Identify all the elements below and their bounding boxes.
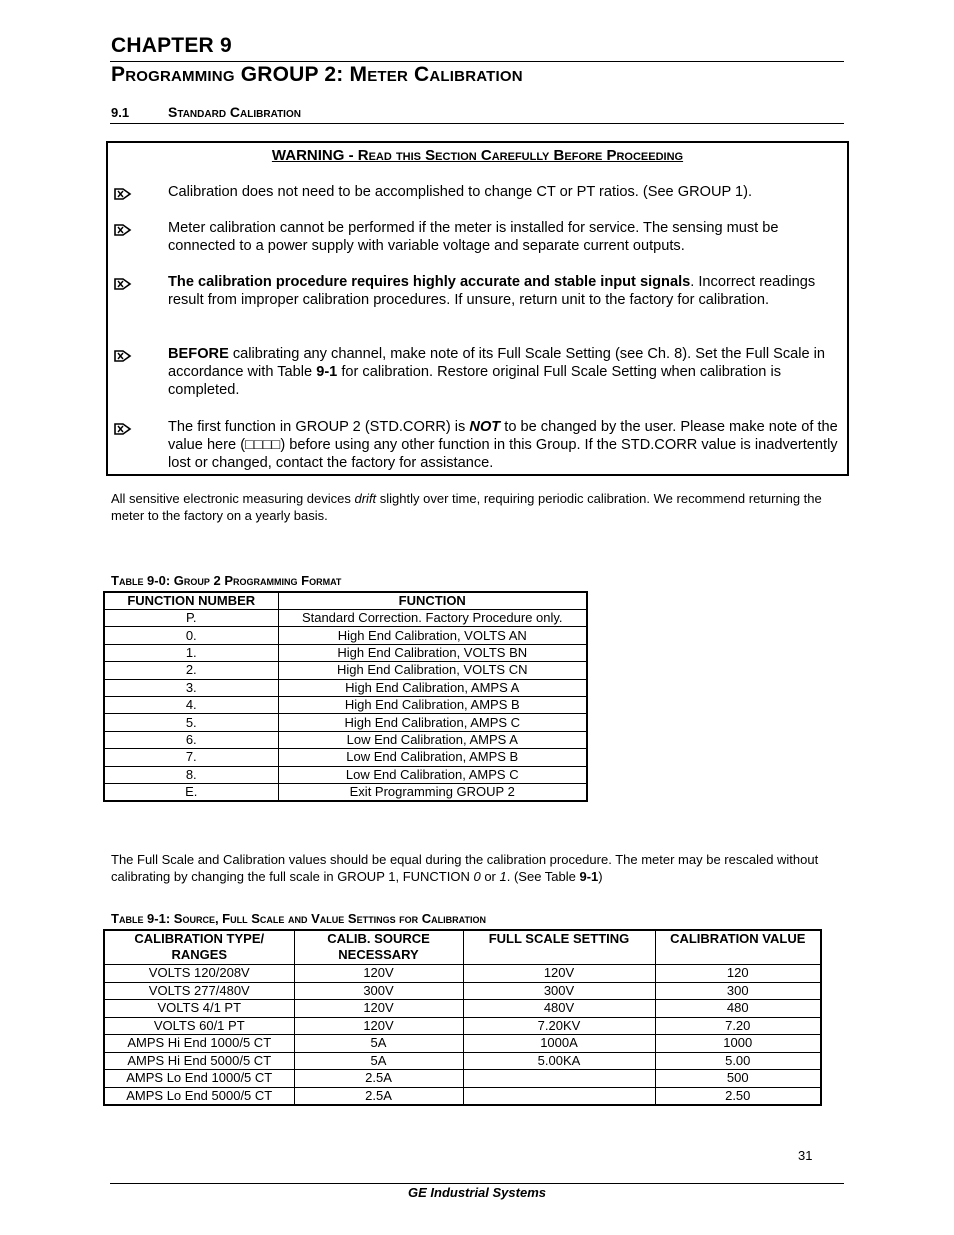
table-cell: Low End Calibration, AMPS C	[278, 766, 587, 783]
table-9-1-caption: Table 9-1: Source, Full Scale and Value Settings for Calibration	[111, 911, 487, 926]
table-cell: 2.5A	[294, 1087, 463, 1105]
table-9-0	[103, 591, 588, 802]
warning-item-3: The calibration procedure requires highly accurate and stable input signals. Incorrect readings result from improper calibration procedures. If unsure, return unit to the factory for calibration.	[168, 274, 816, 309]
table-cell: Low End Calibration, AMPS A	[278, 731, 587, 748]
footer-rule	[110, 1183, 844, 1184]
table-cell: High End Calibration, VOLTS CN	[278, 662, 587, 679]
table-cell: 480V	[463, 1000, 655, 1018]
table-cell: VOLTS 60/1 PT	[104, 1017, 294, 1035]
warning-title: WARNING - Read this Section Carefully Before Proceeding	[271, 147, 684, 164]
table-cell	[463, 1087, 655, 1105]
table-cell: 7.20KV	[463, 1017, 655, 1035]
table-cell: 7.	[104, 749, 278, 766]
warning-box	[106, 141, 849, 476]
value-note-boxes: □□□□	[245, 437, 281, 454]
page-number: 31	[798, 1148, 813, 1163]
table-row	[104, 783, 587, 801]
table-header-row	[104, 592, 587, 610]
warning-item-1: Calibration does not need to be accomplished to change CT or PT ratios. (See GROUP 1).	[168, 184, 753, 200]
table-row	[104, 644, 587, 661]
drift-paragraph: All sensitive electronic measuring devices drift slightly over time, requiring periodic calibration. We recommend returning the meter to the factory on a yearly basis.	[111, 491, 822, 523]
table-row	[104, 1000, 821, 1018]
table-row	[104, 714, 587, 731]
table-cell: AMPS Hi End 1000/5 CT	[104, 1035, 294, 1053]
table-cell: 3.	[104, 679, 278, 696]
column-header: FUNCTION	[278, 592, 587, 610]
table-row	[104, 982, 821, 1000]
column-header: CALIB. SOURCE NECESSARY	[294, 930, 463, 965]
table-cell: High End Calibration, AMPS A	[278, 679, 587, 696]
table-cell: 1000A	[463, 1035, 655, 1053]
pointing-hand-icon	[114, 187, 132, 201]
table-cell: 300V	[294, 982, 463, 1000]
table-row	[104, 679, 587, 696]
table-row	[104, 1087, 821, 1105]
table-cell: AMPS Lo End 1000/5 CT	[104, 1070, 294, 1088]
table-cell: 2.50	[655, 1087, 821, 1105]
column-header: CALIBRATION VALUE	[655, 930, 821, 965]
table-cell: 5A	[294, 1035, 463, 1053]
table-cell: 4.	[104, 696, 278, 713]
table-cell: VOLTS 4/1 PT	[104, 1000, 294, 1018]
fullscale-paragraph: The Full Scale and Calibration values should be equal during the calibration procedure. The meter may be rescaled without calibrating by changing the full scale in GROUP 1, FUNCTION 0 or 1. (See Table 9-1)	[111, 852, 819, 884]
table-cell: E.	[104, 783, 278, 801]
footer-text: GE Industrial Systems	[408, 1185, 546, 1200]
table-row	[104, 1035, 821, 1053]
table-cell: Standard Correction. Factory Procedure only.	[278, 610, 587, 627]
table-row	[104, 731, 587, 748]
table-cell: 5.00KA	[463, 1052, 655, 1070]
table-cell: VOLTS 277/480V	[104, 982, 294, 1000]
pointing-hand-icon	[114, 223, 132, 237]
table-row	[104, 610, 587, 627]
table-header-row	[104, 930, 821, 965]
page-title: Programming GROUP 2: Meter Calibration	[111, 63, 523, 86]
table-cell: High End Calibration, AMPS C	[278, 714, 587, 731]
table-cell: 120V	[294, 1000, 463, 1018]
table-cell: AMPS Lo End 5000/5 CT	[104, 1087, 294, 1105]
table-row	[104, 749, 587, 766]
table-9-0-caption: Table 9-0: Group 2 Programming Format	[111, 573, 342, 588]
chapter-heading: CHAPTER 9	[111, 34, 232, 57]
table-cell: AMPS Hi End 5000/5 CT	[104, 1052, 294, 1070]
table-cell: 6.	[104, 731, 278, 748]
column-header: FUNCTION NUMBER	[104, 592, 278, 610]
table-cell: 5.	[104, 714, 278, 731]
pointing-hand-icon	[114, 349, 132, 363]
table-cell: 8.	[104, 766, 278, 783]
section-title: Standard Calibration	[168, 104, 301, 120]
table-row	[104, 1017, 821, 1035]
table-cell: 120	[655, 965, 821, 983]
section-rule	[110, 123, 844, 124]
section-number: 9.1	[111, 105, 130, 120]
table-cell: 2.5A	[294, 1070, 463, 1088]
table-cell: 7.20	[655, 1017, 821, 1035]
warning-item-4: BEFORE calibrating any channel, make note of its Full Scale Setting (see Ch. 8). Set the Full Scale in accordance with Table 9-1 for calibration. Restore original Full Scale Setting when calibration is completed.	[168, 346, 826, 399]
table-cell: 300V	[463, 982, 655, 1000]
warning-item-5: The first function in GROUP 2 (STD.CORR) is NOT to be changed by the user. Please make note of the value here (□□□□) before using any other function in this Group. If the STD.CORR value is inadvertently lost or changed, contact the factory for assistance.	[168, 419, 838, 472]
pointing-hand-icon	[114, 277, 132, 291]
table-row	[104, 766, 587, 783]
table-9-1	[103, 929, 822, 1106]
table-cell: 500	[655, 1070, 821, 1088]
header-rule	[110, 61, 844, 62]
table-cell: High End Calibration, VOLTS AN	[278, 627, 587, 644]
table-row	[104, 627, 587, 644]
table-row	[104, 1070, 821, 1088]
table-cell	[463, 1070, 655, 1088]
table-cell: 2.	[104, 662, 278, 679]
table-cell: Exit Programming GROUP 2	[278, 783, 587, 801]
table-cell: High End Calibration, AMPS B	[278, 696, 587, 713]
table-cell: P.	[104, 610, 278, 627]
table-cell: 300	[655, 982, 821, 1000]
warning-item-2: Meter calibration cannot be performed if the meter is installed for service. The sensing must be connected to a power supply with variable voltage and separate current outputs.	[168, 220, 779, 255]
table-cell: 120V	[294, 965, 463, 983]
table-row	[104, 1052, 821, 1070]
table-row	[104, 965, 821, 983]
table-row	[104, 696, 587, 713]
column-header: FULL SCALE SETTING	[463, 930, 655, 965]
table-cell: 120V	[463, 965, 655, 983]
table-cell: VOLTS 120/208V	[104, 965, 294, 983]
table-cell: 5A	[294, 1052, 463, 1070]
table-cell: 1.	[104, 644, 278, 661]
table-cell: 0.	[104, 627, 278, 644]
table-cell: Low End Calibration, AMPS B	[278, 749, 587, 766]
pointing-hand-icon	[114, 422, 132, 436]
table-cell: High End Calibration, VOLTS BN	[278, 644, 587, 661]
column-header: CALIBRATION TYPE/ RANGES	[104, 930, 294, 965]
table-cell: 1000	[655, 1035, 821, 1053]
table-cell: 120V	[294, 1017, 463, 1035]
table-row	[104, 662, 587, 679]
table-cell: 480	[655, 1000, 821, 1018]
table-cell: 5.00	[655, 1052, 821, 1070]
